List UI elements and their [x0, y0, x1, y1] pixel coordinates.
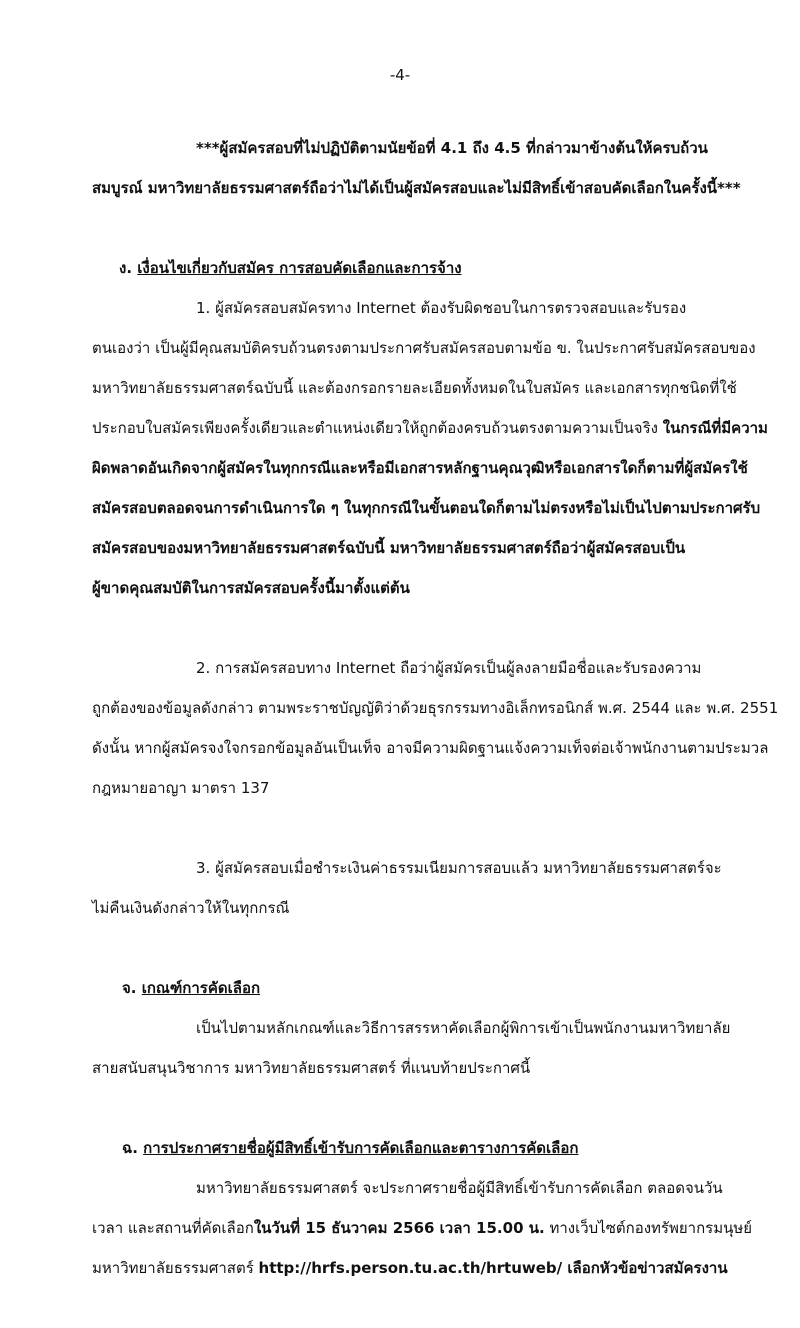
section-d-item2-line1: 2. การสมัครสอบทาง Internet ถือว่าผู้สมัครเป็นผู้ลงลายมือชื่อและรับรองความ — [196, 659, 702, 677]
section-d-item1-line5: ผิดพลาดอันเกิดจากผู้สมัครในทุกกรณีและหรือมีเอกสารหลักฐานคุณวุฒิหรือเอกสารใดก็ตามที่ผู้สมัครใช้ — [92, 459, 748, 477]
section-d-item1-line4-emphasis: ในกรณีที่มีความ — [662, 419, 768, 437]
section-d-item1-line3: มหาวิทยาลัยธรรมศาสตร์ฉบับนี้ และต้องกรอกรายละเอียดทั้งหมดในใบสมัคร และเอกสารทุกชนิดที่ใช้ — [92, 379, 737, 397]
section-d-item2-line4: กฎหมายอาญา มาตรา 137 — [92, 779, 270, 797]
page-number: -4- — [389, 66, 411, 84]
section-d-item2-line3: ดังนั้น หากผู้สมัครจงใจกรอกข้อมูลอันเป็นเท็จ อาจมีความผิดฐานแจ้งความเท็จต่อเจ้าพนักงานตามประมวล — [92, 739, 769, 757]
section-d-item1-line8: ผู้ขาดคุณสมบัติในการสมัครสอบครั้งนี้มาตั้งแต่ต้น — [92, 579, 410, 597]
section-e-prefix: จ. — [122, 979, 142, 997]
section-d-item1-line1: 1. ผู้สมัครสอบสมัครทาง Internet ต้องรับผิดชอบในการตรวจสอบและรับรอง — [196, 299, 687, 317]
section-e-title: เกณฑ์การคัดเลือก — [141, 979, 261, 997]
section-d-item1-line2: ตนเองว่า เป็นผู้มีคุณสมบัติครบถ้วนตรงตามประกาศรับสมัครสอบตามข้อ ข. ในประกาศรับสมัครสอบของ — [92, 339, 756, 357]
section-d-item3-line2: ไม่คืนเงินดังกล่าวให้ในทุกกรณี — [92, 899, 290, 917]
section-f-prefix: ฉ. — [122, 1139, 144, 1157]
section-d-item1-line4 — [92, 417, 790, 439]
section-d-heading — [119, 257, 799, 279]
section-f-line2 — [92, 1217, 790, 1239]
section-d-prefix: ง. — [119, 259, 138, 277]
section-f-line2-tail: ทางเว็บไซต์กองทรัพยากรมนุษย์ — [544, 1219, 753, 1237]
notice-line-1: ***ผู้สมัครสอบที่ไม่ปฏิบัติตามนัยข้อที่ 4.1 ถึง 4.5 ที่กล่าวมาข้างต้นให้ครบถ้วน — [196, 139, 708, 157]
section-f-line3 — [92, 1257, 790, 1279]
section-d-item1-line7: สมัครสอบของมหาวิทยาลัยธรรมศาสตร์ฉบับนี้ มหาวิทยาลัยธรรมศาสตร์ถือว่าผู้สมัครสอบเป็น — [92, 539, 686, 557]
section-e-heading — [122, 977, 792, 999]
notice-line-2: สมบูรณ์ มหาวิทยาลัยธรรมศาสตร์ถือว่าไม่ได้เป็นผู้สมัครสอบและไม่มีสิทธิ์เข้าสอบคัดเลือกในครั้งนี้*** — [92, 179, 741, 197]
section-d-item3-line1: 3. ผู้สมัครสอบเมื่อชำระเงินค่าธรรมเนียมการสอบแล้ว มหาวิทยาลัยธรรมศาสตร์จะ — [196, 859, 722, 877]
section-f-title: การประกาศรายชื่อผู้มีสิทธิ์เข้ารับการคัดเลือกและตารางการคัดเลือก — [143, 1139, 579, 1157]
section-e-line1: เป็นไปตามหลักเกณฑ์และวิธีการสรรหาคัดเลือกผู้พิการเข้าเป็นพนักงานมหาวิทยาลัย — [196, 1019, 731, 1037]
section-f-date: ในวันที่ 15 ธันวาคม 2566 เวลา 15.00 น. — [253, 1219, 545, 1237]
section-d-item1-line4-text: ประกอบใบสมัครเพียงครั้งเดียวและตำแหน่งเดียวให้ถูกต้องครบถ้วนตรงตามความเป็นจริง — [92, 419, 663, 437]
section-f-line1: มหาวิทยาลัยธรรมศาสตร์ จะประกาศรายชื่อผู้มีสิทธิ์เข้ารับการคัดเลือก ตลอดจนวัน — [196, 1179, 723, 1197]
section-e-line2: สายสนับสนุนวิชาการ มหาวิทยาลัยธรรมศาสตร์ ที่แนบท้ายประกาศนี้ — [92, 1059, 531, 1077]
section-f-line3-text: มหาวิทยาลัยธรรมศาสตร์ — [92, 1259, 259, 1277]
section-f-url: http://hrfs.person.tu.ac.th/hrtuweb/ เลือกหัวข้อข่าวสมัครงาน — [258, 1259, 728, 1277]
section-d-item2-line2: ถูกต้องของข้อมูลดังกล่าว ตามพระราชบัญญัติว่าด้วยธุรกรรมทางอิเล็กทรอนิกส์ พ.ศ. 2544 และ พ.ศ. 2551 — [92, 699, 779, 717]
section-d-title: เงื่อนไขเกี่ยวกับสมัคร การสอบคัดเลือกและการจ้าง — [137, 259, 462, 277]
section-f-line2-text: เวลา และสถานที่คัดเลือก — [92, 1219, 254, 1237]
section-f-heading — [122, 1137, 792, 1159]
section-d-item1-line6: สมัครสอบตลอดจนการดำเนินการใด ๆ ในทุกกรณีในขั้นตอนใดก็ตามไม่ตรงหรือไม่เป็นไปตามประกาศรับ — [92, 499, 761, 517]
